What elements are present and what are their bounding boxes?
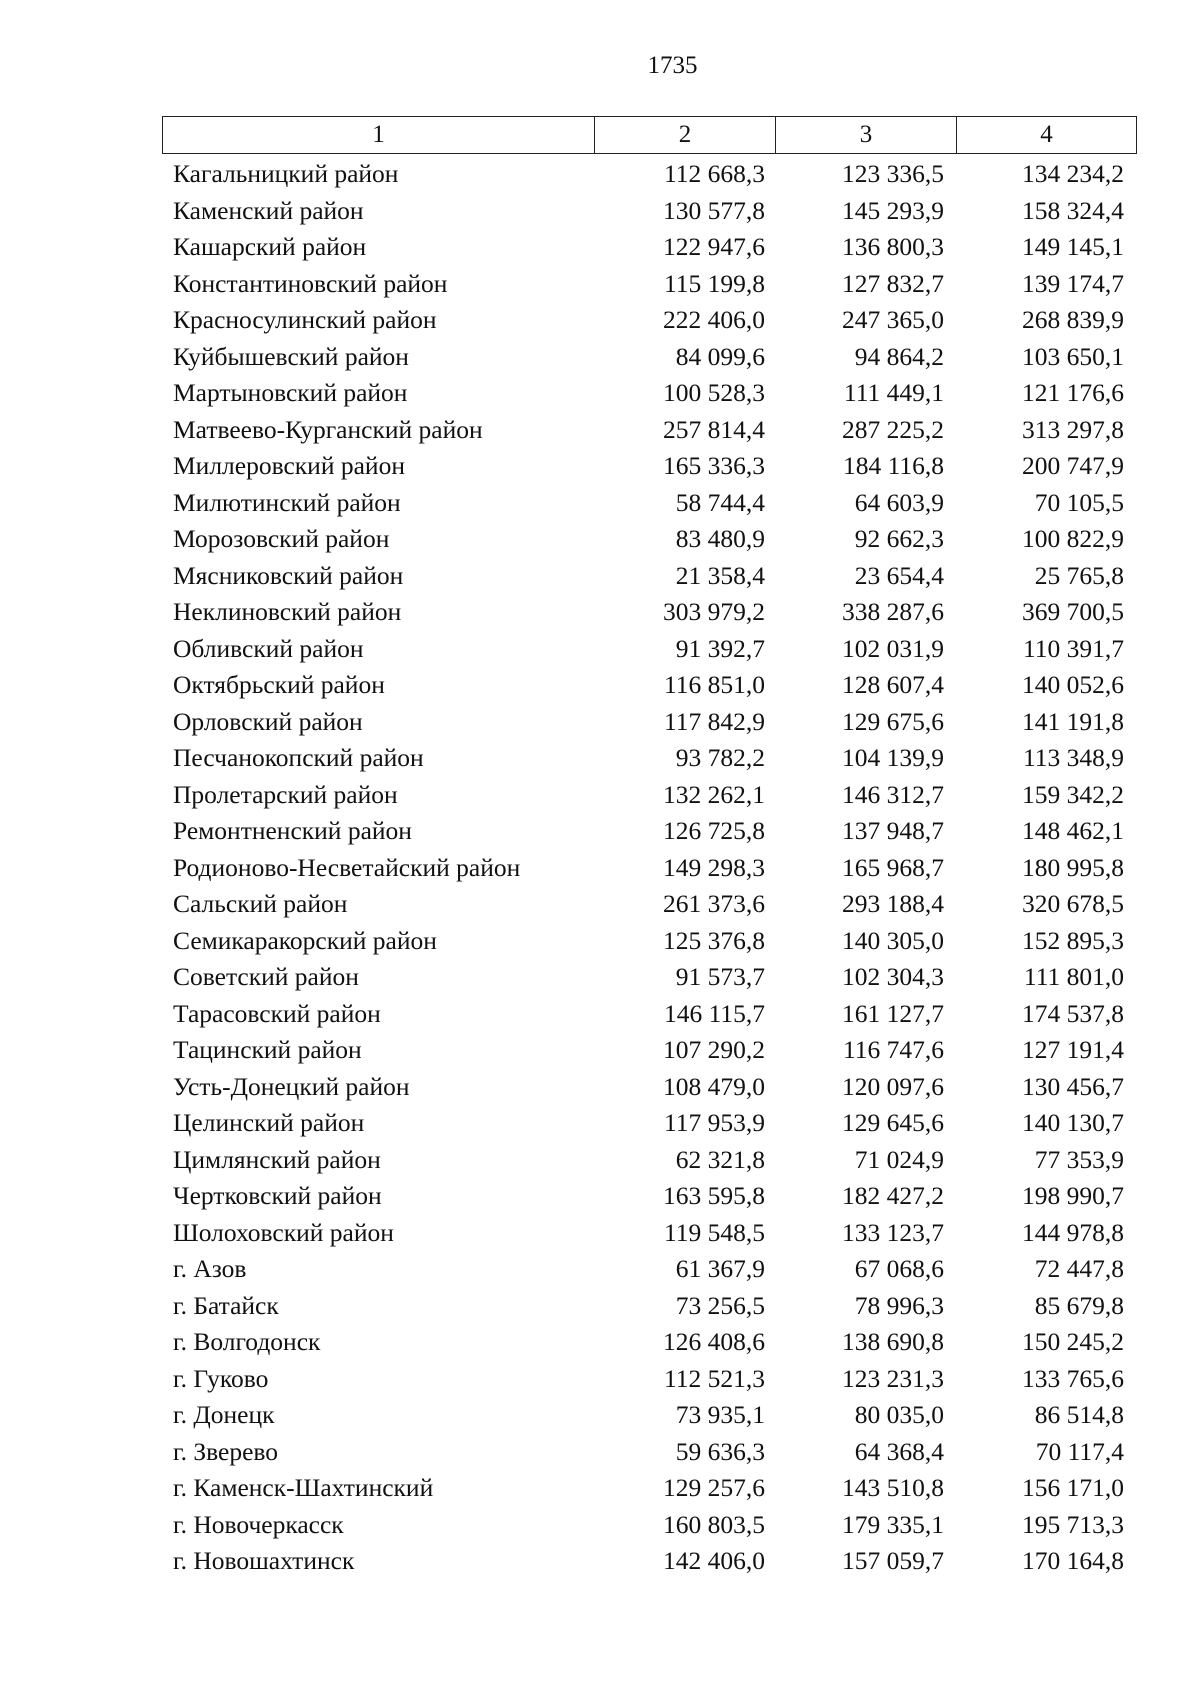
column-header-2: 2 bbox=[595, 117, 776, 154]
cell-value-col2: 73 935,1 bbox=[675, 1400, 765, 1430]
cell-value-col3: 102 304,3 bbox=[842, 962, 944, 992]
cell-territory: Семикаракорский район bbox=[173, 925, 437, 955]
table-row bbox=[162, 1324, 1136, 1361]
cell-value-col3: 184 116,8 bbox=[842, 451, 944, 481]
cell-value-col4: 180 995,8 bbox=[1022, 852, 1124, 882]
cell-value-col3: 129 675,6 bbox=[842, 706, 944, 736]
cell-territory: Обливский район bbox=[173, 633, 364, 663]
cell-value-col2: 62 321,8 bbox=[675, 1144, 765, 1174]
cell-value-col4: 134 234,2 bbox=[1022, 159, 1124, 189]
cell-value-col4: 369 700,5 bbox=[1022, 597, 1124, 627]
table-row bbox=[162, 1507, 1136, 1544]
cell-value-col4: 141 191,8 bbox=[1022, 706, 1124, 736]
cell-value-col2: 116 851,0 bbox=[663, 670, 765, 700]
cell-value-col2: 93 782,2 bbox=[675, 743, 765, 773]
cell-value-col2: 129 257,6 bbox=[663, 1473, 765, 1503]
cell-territory: Каменский район bbox=[173, 195, 364, 225]
cell-value-col2: 146 115,7 bbox=[663, 998, 765, 1028]
cell-value-col2: 222 406,0 bbox=[663, 305, 765, 335]
cell-value-col3: 136 800,3 bbox=[842, 232, 944, 262]
table-row bbox=[162, 1215, 1136, 1252]
cell-value-col2: 142 406,0 bbox=[663, 1546, 765, 1576]
cell-territory: г. Каменск-Шахтинский bbox=[173, 1473, 434, 1503]
cell-value-col3: 161 127,7 bbox=[842, 998, 944, 1028]
cell-value-col3: 165 968,7 bbox=[842, 852, 944, 882]
cell-territory: Милютинский район bbox=[173, 487, 401, 517]
cell-value-col3: 111 449,1 bbox=[843, 378, 944, 408]
cell-value-col4: 121 176,6 bbox=[1022, 378, 1124, 408]
cell-value-col2: 100 528,3 bbox=[663, 378, 765, 408]
cell-value-col3: 145 293,9 bbox=[842, 195, 944, 225]
table-row bbox=[162, 1069, 1136, 1106]
cell-territory: Красносулинский район bbox=[173, 305, 437, 335]
cell-value-col2: 84 099,6 bbox=[675, 341, 765, 371]
cell-value-col2: 61 367,9 bbox=[675, 1254, 765, 1284]
table-row bbox=[162, 813, 1136, 850]
cell-value-col3: 64 368,4 bbox=[854, 1436, 944, 1466]
cell-territory: Матвеево-Курганский район bbox=[173, 414, 483, 444]
table-row bbox=[162, 1032, 1136, 1069]
table-row bbox=[162, 594, 1136, 631]
table-row bbox=[162, 521, 1136, 558]
cell-territory: Тарасовский район bbox=[173, 998, 381, 1028]
cell-value-col4: 149 145,1 bbox=[1022, 232, 1124, 262]
cell-territory: Октябрьский район bbox=[173, 670, 385, 700]
cell-value-col3: 129 645,6 bbox=[842, 1108, 944, 1138]
table-row bbox=[162, 558, 1136, 595]
cell-value-col4: 70 117,4 bbox=[1035, 1436, 1124, 1466]
cell-value-col4: 111 801,0 bbox=[1023, 962, 1124, 992]
table-row bbox=[162, 1361, 1136, 1398]
table-row bbox=[162, 1543, 1136, 1580]
cell-value-col3: 338 287,6 bbox=[842, 597, 944, 627]
table-row bbox=[162, 375, 1136, 412]
cell-value-col2: 126 725,8 bbox=[663, 816, 765, 846]
table-row bbox=[162, 923, 1136, 960]
cell-territory: г. Волгодонск bbox=[173, 1327, 321, 1357]
table-row bbox=[162, 448, 1136, 485]
cell-territory: Морозовский район bbox=[173, 524, 390, 554]
cell-value-col4: 103 650,1 bbox=[1022, 341, 1124, 371]
cell-territory: г. Гуково bbox=[173, 1363, 269, 1393]
cell-value-col2: 117 842,9 bbox=[663, 706, 765, 736]
table-row bbox=[162, 229, 1136, 266]
table-row bbox=[162, 485, 1136, 522]
cell-value-col2: 303 979,2 bbox=[663, 597, 765, 627]
cell-value-col2: 108 479,0 bbox=[663, 1071, 765, 1101]
cell-territory: Целинский район bbox=[173, 1108, 365, 1138]
cell-value-col3: 80 035,0 bbox=[854, 1400, 944, 1430]
cell-territory: Усть-Донецкий район bbox=[173, 1071, 410, 1101]
cell-value-col4: 174 537,8 bbox=[1022, 998, 1124, 1028]
table-row bbox=[162, 156, 1136, 193]
cell-value-col4: 144 978,8 bbox=[1022, 1217, 1124, 1247]
cell-value-col4: 170 164,8 bbox=[1022, 1546, 1124, 1576]
table-row bbox=[162, 1142, 1136, 1179]
cell-value-col4: 313 297,8 bbox=[1022, 414, 1124, 444]
table-row bbox=[162, 1251, 1136, 1288]
cell-territory: Куйбышевский район bbox=[173, 341, 409, 371]
cell-value-col3: 143 510,8 bbox=[842, 1473, 944, 1503]
cell-value-col4: 159 342,2 bbox=[1022, 779, 1124, 809]
cell-value-col3: 247 365,0 bbox=[842, 305, 944, 335]
cell-value-col4: 195 713,3 bbox=[1022, 1509, 1124, 1539]
cell-value-col3: 23 654,4 bbox=[854, 560, 944, 590]
cell-value-col2: 107 290,2 bbox=[663, 1035, 765, 1065]
cell-territory: Кагальницкий район bbox=[173, 159, 399, 189]
table-row bbox=[162, 850, 1136, 887]
cell-territory: г. Зверево bbox=[173, 1436, 279, 1466]
table-row bbox=[162, 886, 1136, 923]
cell-territory: Сальский район bbox=[173, 889, 348, 919]
cell-value-col3: 92 662,3 bbox=[854, 524, 944, 554]
cell-territory: Шолоховский район bbox=[173, 1217, 394, 1247]
table-row bbox=[162, 631, 1136, 668]
cell-value-col3: 123 336,5 bbox=[842, 159, 944, 189]
cell-territory: г. Азов bbox=[173, 1254, 247, 1284]
cell-territory: Константиновский район bbox=[173, 268, 448, 298]
cell-value-col4: 110 391,7 bbox=[1022, 633, 1124, 663]
table-header bbox=[162, 116, 1137, 154]
cell-territory: Кашарский район bbox=[173, 232, 367, 262]
table-row bbox=[162, 266, 1136, 303]
cell-value-col2: 59 636,3 bbox=[675, 1436, 765, 1466]
cell-value-col3: 123 231,3 bbox=[842, 1363, 944, 1393]
cell-value-col2: 91 573,7 bbox=[675, 962, 765, 992]
cell-territory: Миллеровский район bbox=[173, 451, 405, 481]
cell-value-col2: 165 336,3 bbox=[663, 451, 765, 481]
cell-value-col4: 150 245,2 bbox=[1022, 1327, 1124, 1357]
cell-value-col2: 122 947,6 bbox=[663, 232, 765, 262]
cell-value-col3: 133 123,7 bbox=[842, 1217, 944, 1247]
cell-territory: Тацинский район bbox=[173, 1035, 362, 1065]
table-body bbox=[162, 156, 1136, 1580]
cell-value-col3: 182 427,2 bbox=[842, 1181, 944, 1211]
table-row bbox=[162, 740, 1136, 777]
cell-territory: Песчанокопский район bbox=[173, 743, 424, 773]
cell-value-col4: 268 839,9 bbox=[1022, 305, 1124, 335]
cell-value-col4: 133 765,6 bbox=[1022, 1363, 1124, 1393]
column-header-1: 1 bbox=[163, 117, 595, 154]
cell-value-col3: 78 996,3 bbox=[854, 1290, 944, 1320]
cell-territory: Чертковский район bbox=[173, 1181, 382, 1211]
cell-territory: Мартыновский район bbox=[173, 378, 408, 408]
table-row bbox=[162, 1288, 1136, 1325]
cell-territory: Цимлянский район bbox=[173, 1144, 381, 1174]
cell-value-col2: 119 548,5 bbox=[663, 1217, 765, 1247]
data-table bbox=[162, 116, 1136, 1580]
table-row bbox=[162, 1434, 1136, 1471]
cell-territory: Советский район bbox=[173, 962, 359, 992]
cell-value-col4: 100 822,9 bbox=[1022, 524, 1124, 554]
cell-value-col4: 139 174,7 bbox=[1022, 268, 1124, 298]
cell-value-col3: 138 690,8 bbox=[842, 1327, 944, 1357]
cell-value-col4: 148 462,1 bbox=[1022, 816, 1124, 846]
cell-value-col4: 77 353,9 bbox=[1034, 1144, 1124, 1174]
cell-value-col2: 257 814,4 bbox=[663, 414, 765, 444]
column-header-3: 3 bbox=[776, 117, 957, 154]
cell-value-col4: 152 895,3 bbox=[1022, 925, 1124, 955]
table-row bbox=[162, 193, 1136, 230]
cell-value-col3: 127 832,7 bbox=[842, 268, 944, 298]
cell-value-col4: 200 747,9 bbox=[1022, 451, 1124, 481]
cell-value-col2: 21 358,4 bbox=[675, 560, 765, 590]
cell-value-col3: 128 607,4 bbox=[842, 670, 944, 700]
cell-value-col4: 156 171,0 bbox=[1022, 1473, 1124, 1503]
cell-value-col2: 83 480,9 bbox=[675, 524, 765, 554]
cell-value-col2: 163 595,8 bbox=[663, 1181, 765, 1211]
cell-territory: Неклиновский район bbox=[173, 597, 402, 627]
cell-value-col4: 158 324,4 bbox=[1022, 195, 1124, 225]
cell-value-col2: 58 744,4 bbox=[675, 487, 765, 517]
cell-value-col4: 85 679,8 bbox=[1034, 1290, 1124, 1320]
table-row bbox=[162, 1105, 1136, 1142]
cell-value-col3: 137 948,7 bbox=[842, 816, 944, 846]
cell-value-col2: 149 298,3 bbox=[663, 852, 765, 882]
cell-value-col2: 112 668,3 bbox=[663, 159, 765, 189]
cell-value-col2: 117 953,9 bbox=[663, 1108, 765, 1138]
table-row bbox=[162, 777, 1136, 814]
cell-value-col4: 127 191,4 bbox=[1022, 1035, 1124, 1065]
cell-value-col3: 102 031,9 bbox=[842, 633, 944, 663]
cell-value-col4: 198 990,7 bbox=[1022, 1181, 1124, 1211]
table-row bbox=[162, 996, 1136, 1033]
cell-territory: г. Новошахтинск bbox=[173, 1546, 355, 1576]
cell-value-col4: 72 447,8 bbox=[1034, 1254, 1124, 1284]
cell-value-col4: 113 348,9 bbox=[1022, 743, 1124, 773]
table-row bbox=[162, 1178, 1136, 1215]
cell-value-col3: 140 305,0 bbox=[842, 925, 944, 955]
page-number: 1735 bbox=[647, 52, 698, 79]
cell-value-col3: 94 864,2 bbox=[854, 341, 944, 371]
cell-value-col2: 126 408,6 bbox=[663, 1327, 765, 1357]
cell-territory: Пролетарский район bbox=[173, 779, 398, 809]
cell-value-col2: 130 577,8 bbox=[663, 195, 765, 225]
table-row bbox=[162, 339, 1136, 376]
cell-territory: Мясниковский район bbox=[173, 560, 404, 590]
cell-territory: г. Батайск bbox=[173, 1290, 279, 1320]
cell-value-col3: 157 059,7 bbox=[842, 1546, 944, 1576]
table-row bbox=[162, 302, 1136, 339]
table-row bbox=[162, 1397, 1136, 1434]
cell-value-col4: 320 678,5 bbox=[1022, 889, 1124, 919]
cell-value-col3: 71 024,9 bbox=[854, 1144, 944, 1174]
cell-value-col2: 73 256,5 bbox=[675, 1290, 765, 1320]
cell-value-col2: 160 803,5 bbox=[663, 1509, 765, 1539]
cell-value-col2: 125 376,8 bbox=[663, 925, 765, 955]
cell-territory: г. Новочеркасск bbox=[173, 1509, 344, 1539]
cell-territory: Ремонтненский район bbox=[173, 816, 412, 846]
cell-value-col2: 91 392,7 bbox=[675, 633, 765, 663]
cell-value-col2: 112 521,3 bbox=[663, 1363, 765, 1393]
table-row bbox=[162, 667, 1136, 704]
table-row bbox=[162, 412, 1136, 449]
cell-value-col4: 140 130,7 bbox=[1022, 1108, 1124, 1138]
cell-value-col3: 116 747,6 bbox=[842, 1035, 944, 1065]
cell-value-col3: 146 312,7 bbox=[842, 779, 944, 809]
table-row bbox=[162, 704, 1136, 741]
table-row bbox=[162, 1470, 1136, 1507]
table-row bbox=[162, 959, 1136, 996]
cell-value-col4: 70 105,5 bbox=[1034, 487, 1124, 517]
cell-value-col3: 179 335,1 bbox=[842, 1509, 944, 1539]
cell-value-col2: 261 373,6 bbox=[663, 889, 765, 919]
cell-value-col3: 64 603,9 bbox=[854, 487, 944, 517]
cell-territory: Орловский район bbox=[173, 706, 363, 736]
cell-territory: Родионово-Несветайский район bbox=[173, 852, 521, 882]
cell-value-col4: 25 765,8 bbox=[1034, 560, 1124, 590]
cell-value-col3: 120 097,6 bbox=[842, 1071, 944, 1101]
cell-value-col4: 140 052,6 bbox=[1022, 670, 1124, 700]
cell-value-col3: 293 188,4 bbox=[842, 889, 944, 919]
cell-value-col3: 104 139,9 bbox=[842, 743, 944, 773]
cell-territory: г. Донецк bbox=[173, 1400, 275, 1430]
cell-value-col3: 67 068,6 bbox=[854, 1254, 944, 1284]
cell-value-col2: 132 262,1 bbox=[663, 779, 765, 809]
cell-value-col4: 130 456,7 bbox=[1022, 1071, 1124, 1101]
cell-value-col2: 115 199,8 bbox=[663, 268, 765, 298]
column-header-4: 4 bbox=[957, 117, 1137, 154]
cell-value-col3: 287 225,2 bbox=[842, 414, 944, 444]
cell-value-col4: 86 514,8 bbox=[1034, 1400, 1124, 1430]
